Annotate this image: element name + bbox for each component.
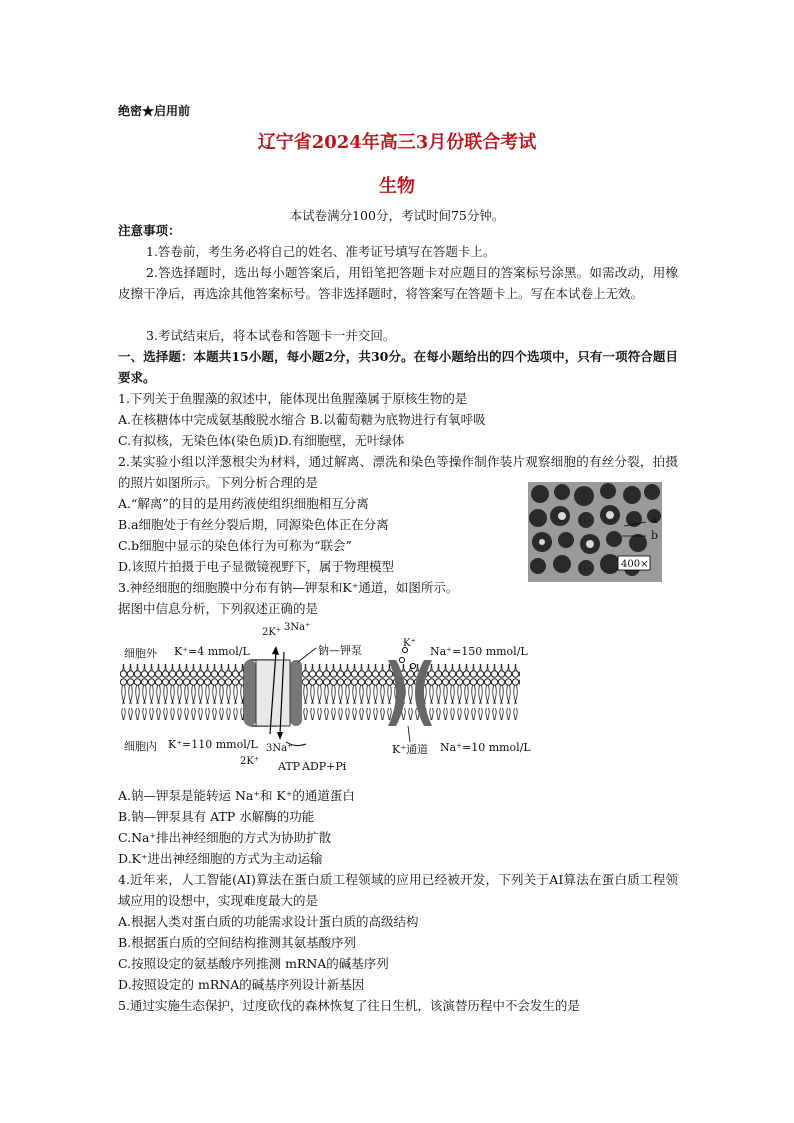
section-heading: 一、选择题：本题共15小题，每小题2分，共30分。在每小题给出的四个选项中，只有一项符合题目要求。 xyxy=(118,349,678,385)
q4-stem: 4.近年来，人工智能(AI)算法在蛋白质工程领域的应用已经被开发，下列关于AI算法在蛋白质工程领域应用的设想中，实现难度最大的是 xyxy=(118,872,678,908)
label-outside: 细胞外 xyxy=(124,647,157,660)
label-inside: 细胞内 xyxy=(124,740,157,753)
photo-label-a: a xyxy=(651,513,658,526)
q3-stem-line1: 3.神经细胞的细胞膜中分布有钠—钾泵和K⁺通道，如图所示。 xyxy=(118,580,459,595)
label-k-channel: K⁺通道 xyxy=(392,743,429,756)
label-na-inside: Na⁺=10 mmol/L xyxy=(440,741,531,754)
exam-title: 辽宁省2024年高三3月份联合考试 xyxy=(257,132,537,153)
photo-label-b: b xyxy=(651,529,659,542)
exam-info: 本试卷满分100分，考试时间75分钟。 xyxy=(289,208,505,223)
q3-option-c: C.Na⁺排出神经细胞的方式为协助扩散 xyxy=(118,830,332,845)
label-2k-top: 2K⁺ xyxy=(262,627,282,638)
label-atp: ATP xyxy=(278,760,301,773)
label-adp: ADP+Pi xyxy=(302,760,347,773)
q3-option-b: B.钠—钾泵具有 ATP 水解酶的功能 xyxy=(118,809,315,824)
q3-stem-line2: 据图中信息分析，下列叙述正确的是 xyxy=(118,601,319,616)
note-item-1: 1.答卷前，考生务必将自己的姓名、准考证号填写在答题卡上。 xyxy=(146,244,496,259)
secret-mark: 绝密★启用前 xyxy=(118,104,191,118)
label-pump: 钠—钾泵 xyxy=(318,644,362,657)
q4-option-c: C.按照设定的氨基酸序列推测 mRNA的碱基序列 xyxy=(118,956,389,971)
q4-option-a: A.根据人类对蛋白质的功能需求设计蛋白质的高级结构 xyxy=(118,914,419,929)
q3-option-d: D.K⁺进出神经细胞的方式为主动运输 xyxy=(118,851,323,866)
note-item-2: 2.答选择题时，选出每小题答案后，用铅笔把答题卡对应题目的答案标号涂黑。如需改动，用橡皮擦干净后，再选涂其他答案标号。答非选择题时，将答案写在答题卡上。写在本试卷上无效。 xyxy=(118,265,678,301)
q3-option-a: A.钠—钾泵是能转运 Na⁺和 K⁺的通道蛋白 xyxy=(118,788,355,803)
subject-title: 生物 xyxy=(379,176,415,197)
q2-option-c: C.b细胞中显示的染色体行为可称为“联会” xyxy=(118,538,352,553)
notes-heading: 注意事项： xyxy=(118,223,181,238)
label-k-outside: K⁺=4 mmol/L xyxy=(174,645,250,658)
label-2k-bottom: 2K⁺ xyxy=(240,756,260,767)
q2-option-b: B.a细胞处于有丝分裂后期，同源染色体正在分离 xyxy=(118,517,389,532)
label-k-inside: K⁺=110 mmol/L xyxy=(168,738,258,751)
photo-magnification: 400× xyxy=(621,559,649,570)
label-3na-bottom: 3Na⁺ xyxy=(266,743,293,754)
q4-option-d: D.按照设定的 mRNA的碱基序列设计新基因 xyxy=(118,977,365,992)
note-item-3: 3.考试结束后，将本试卷和答题卡一并交回。 xyxy=(146,328,396,343)
q4-option-b: B.根据蛋白质的空间结构推测其氨基酸序列 xyxy=(118,935,357,950)
q1-options-ab: A.在核糖体中完成氨基酸脱水缩合 B.以葡萄糖为底物进行有氧呼吸 xyxy=(118,412,486,427)
q2-option-d: D.该照片拍摄于电子显微镜视野下，属于物理模型 xyxy=(118,559,395,574)
label-3na-top: 3Na⁺ xyxy=(284,622,311,633)
q1-stem: 1.下列关于鱼腥藻的叙述中，能体现出鱼腥藻属于原核生物的是 xyxy=(118,391,468,406)
q5-stem: 5.通过实施生态保护，过度砍伐的森林恢复了往日生机，该演替历程中不会发生的是 xyxy=(118,998,580,1013)
q2-stem: 2.某实验小组以洋葱根尖为材料，通过解离、漂洗和染色等操作制作装片观察细胞的有丝分裂，拍摄的照片如图所示。下列分析合理的是 xyxy=(118,454,678,490)
q1-options-cd: C.有拟核，无染色体(染色质)D.有细胞壁，无叶绿体 xyxy=(118,433,405,448)
label-na-outside: Na⁺=150 mmol/L xyxy=(430,645,528,658)
q2-option-a: A.“解离”的目的是用药液使组织细胞相互分离 xyxy=(118,496,369,511)
label-k-ion: K⁺ xyxy=(403,638,416,649)
